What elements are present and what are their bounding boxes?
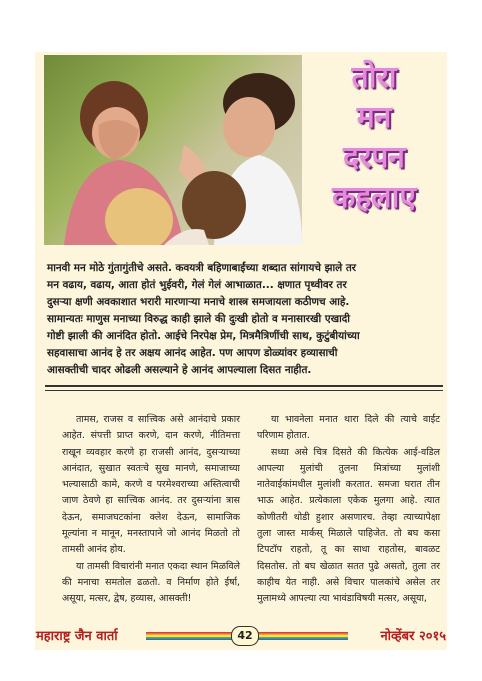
intro-line: सामान्यतः माणुस मनाच्या विरुद्ध काही झाले की दुःखी होतो व मनासारखी एखादी — [47, 313, 350, 325]
intro-line: मानवी मन मोठे गुंतागुंतीचे असते. कवयत्री बहिणाबाईंच्या शब्दात सांगायचे झाले तर — [47, 262, 357, 274]
intro-line: आसक्तीची चादर ओढली असल्याने हे आनंद आपल्याला दिसत नाहीत. — [47, 364, 312, 376]
right-column — [257, 412, 440, 608]
divider-rule — [45, 385, 443, 387]
intro-paragraph — [47, 260, 442, 378]
intro-line: गोष्टी झाली की आनंदित होतो. आईचे निरपेक्ष प्रेम, मित्रमैत्रिणींची साथ, कुटुंबीयांच्या — [47, 330, 360, 342]
body-paragraph: या भावनेला मनात थारा दिले की त्याचे वाईट परिणाम होतात. — [257, 414, 440, 442]
intro-line: दुसऱ्या क्षणी अवकाशात भरारी मारणाऱ्या मनाचे शास्त्र समजायला कठीणच आहे. — [47, 296, 350, 308]
magazine-name: महाराष्ट्र जैन वार्ता — [36, 629, 118, 644]
title-line: मन — [356, 100, 392, 135]
body-paragraph: सध्या असे चित्र दिसते की कित्येक आई-वडिल आपल्या मुलांची तुलना मित्रांच्या मुलांशी नातेवाईकांमधील मुलांशी करतात. समजा घरात तीन भाऊ आहेत. प्रत्येकाला एकेक मुलगा आहे. त्यात कोणीतरी थोडी हुशार असणारच. तेव्हा त्याच्यापेक्षा तुला जास्त मार्कस् मिळाले पाहिजेत. तो बघ कसा टिपटॉप राहतो, तू का साधा राहतोस, बावळट दिसतोस. तो बघ खेळात सतत पुढे असतो, तुला तर काहीच येत नाही. असे विचार पालकांचे असेल तर मुलामध्ये आपल्या त्या भावंडाविषयी मत्सर, असूया, — [257, 446, 440, 605]
family-illustration — [44, 55, 302, 245]
issue-date: नोव्हेंबर २०१५ — [380, 629, 446, 644]
page-footer — [36, 620, 446, 648]
intro-line: मन वढाय, वढाय, आता होतं भुईवरी, गेलं गेलं आभाळात... क्षणात पृथ्वीवर तर — [47, 279, 347, 291]
body-paragraph: तामस, राजस व सात्त्विक असे आनंदाचे प्रकार आहेत. संपत्ती प्राप्त करणे, दान करणे, नीतिमत्ता राखून व्यवहार करणे हा राजसी आनंद, दुसऱ्याच्या आनंदात, सुखात स्वतःचे सुख मानणे, समाजाच्या भल्यासाठी कामे, करणे व परमेश्वराच्या अस्तित्वाची जाण ठेवणे हा सात्त्विक आनंद. तर दुसऱ्यांना त्रास देऊन, समाजघटकांना क्लेश देऊन, सामाजिक मूल्यांना न मानून, मनस्तापाने जो आनंद मिळतो तो तामसी आनंद होय. — [62, 414, 240, 556]
divider-rule-thin — [45, 390, 443, 391]
title-line: दरपन — [343, 140, 405, 175]
title-line: कहलाए — [332, 180, 416, 215]
intro-line: सहवासाचा आनंद हे तर अक्षय आनंद आहेत. पण आपण डोळ्यांवर हव्यासाची — [47, 347, 338, 359]
page-number: 42 — [231, 626, 259, 646]
body-paragraph: या तामसी विचारांनी मनात एकदा स्थान मिळविले की मनाचा समतोल ढळतो. व निर्माण होते ईर्षा, असूया, मत्सर, द्वेष, हव्यास, आसक्ती! — [62, 560, 240, 605]
left-column — [62, 412, 240, 608]
family-photo — [44, 55, 302, 245]
article-title — [304, 58, 444, 246]
title-line: तोरा — [351, 60, 397, 95]
